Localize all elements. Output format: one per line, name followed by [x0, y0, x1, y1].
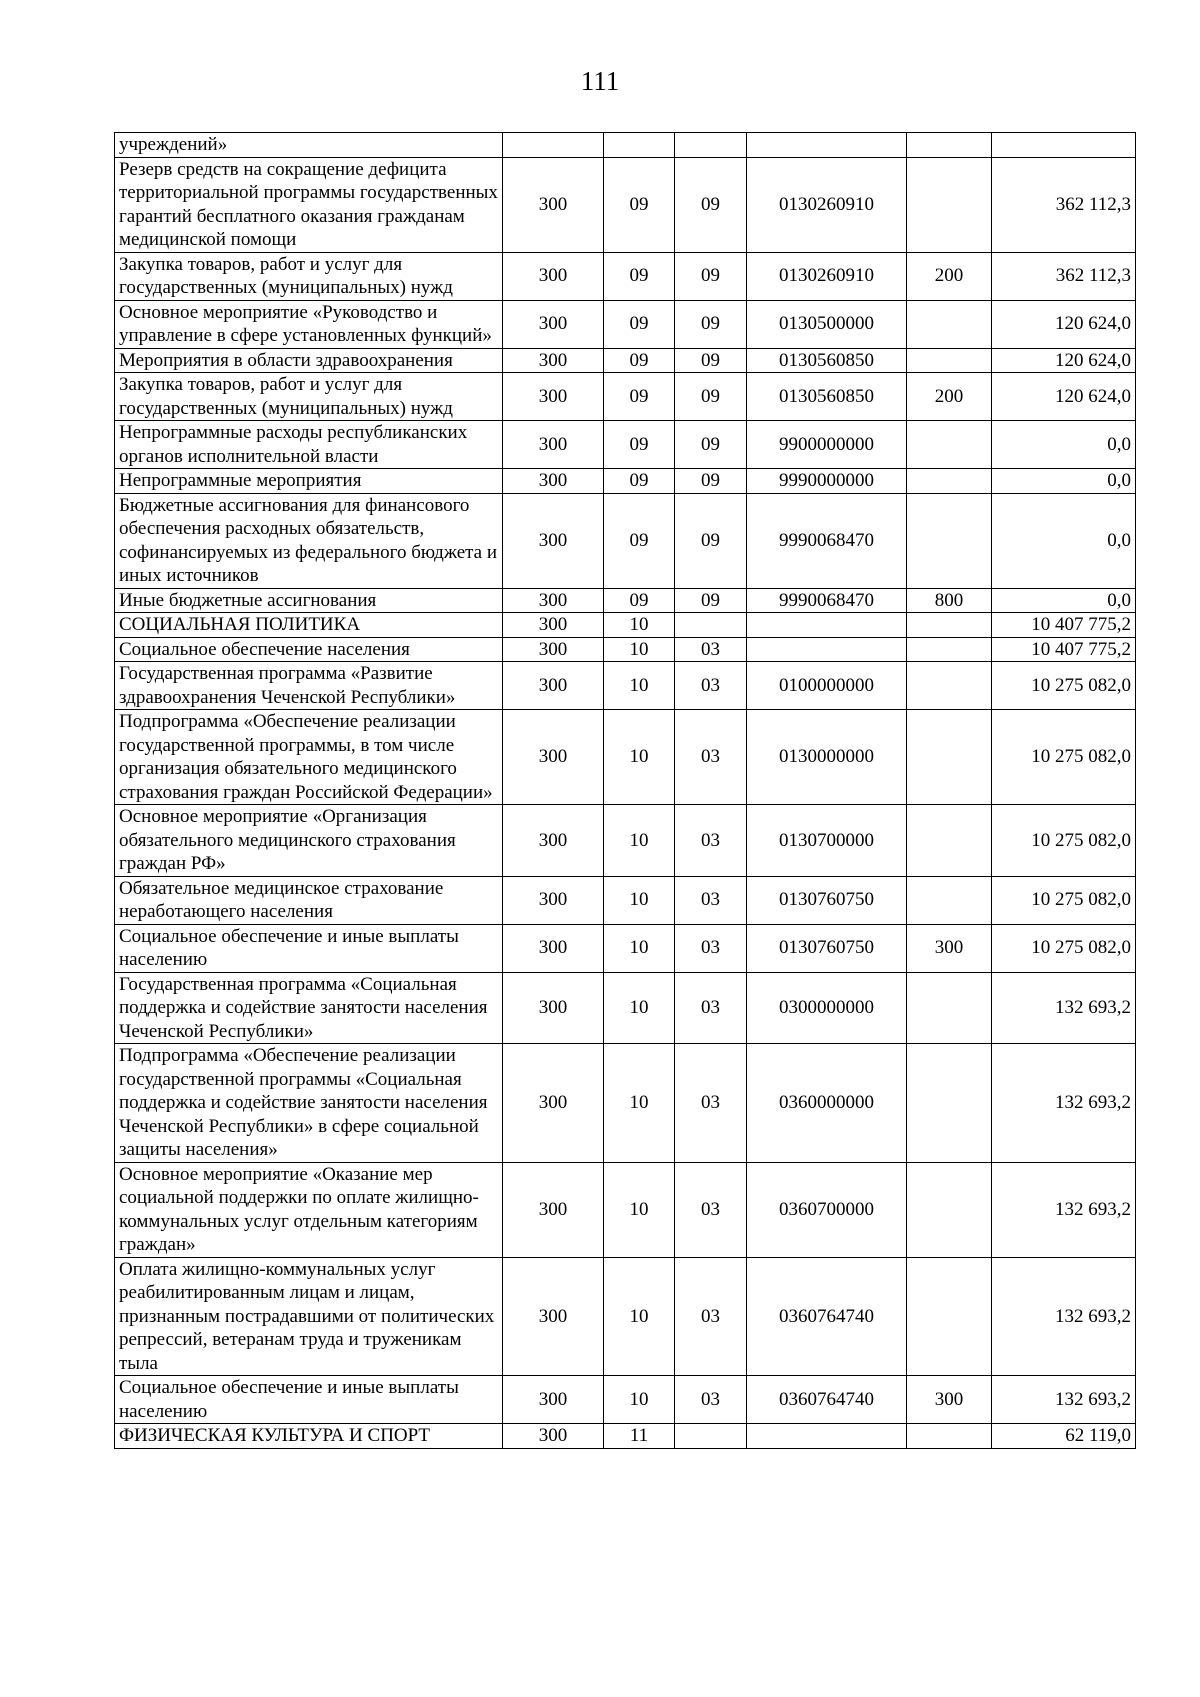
amount-cell: 120 624,0	[992, 373, 1136, 421]
expense-type-cell	[907, 710, 992, 805]
amount-cell: 362 112,3	[992, 157, 1136, 252]
row-name-cell: Социальное обеспечение населения	[115, 637, 503, 662]
expense-type-cell: 800	[907, 588, 992, 613]
table-row	[115, 133, 1136, 158]
subsection-cell: 09	[675, 300, 747, 348]
amount-cell: 132 693,2	[992, 1044, 1136, 1163]
subsection-cell: 03	[675, 972, 747, 1044]
row-name-cell: Основное мероприятие «Руководство и управление в сфере установленных функций»	[115, 300, 503, 348]
target-article-cell: 0130700000	[747, 805, 907, 877]
table-row	[115, 1424, 1136, 1449]
target-article-cell: 0130000000	[747, 710, 907, 805]
subsection-cell: 03	[675, 805, 747, 877]
expense-type-cell	[907, 300, 992, 348]
amount-cell: 132 693,2	[992, 972, 1136, 1044]
subsection-cell: 03	[675, 1162, 747, 1257]
section-cell: 09	[604, 348, 675, 373]
table-row	[115, 493, 1136, 588]
subsection-cell: 09	[675, 469, 747, 494]
ministry-code-cell: 300	[503, 1424, 604, 1449]
section-cell: 09	[604, 469, 675, 494]
subsection-cell: 03	[675, 637, 747, 662]
expense-type-cell	[907, 1044, 992, 1163]
ministry-code-cell: 300	[503, 493, 604, 588]
amount-cell: 62 119,0	[992, 1424, 1136, 1449]
target-article-cell: 9990068470	[747, 493, 907, 588]
section-cell: 10	[604, 637, 675, 662]
subsection-cell: 03	[675, 924, 747, 972]
amount-cell: 0,0	[992, 469, 1136, 494]
amount-cell: 10 275 082,0	[992, 876, 1136, 924]
target-article-cell: 0100000000	[747, 662, 907, 710]
row-name-cell: Государственная программа «Развитие здравоохранения Чеченской Республики»	[115, 662, 503, 710]
row-name-cell: Социальное обеспечение и иные выплаты населению	[115, 1376, 503, 1424]
ministry-code-cell: 300	[503, 421, 604, 469]
amount-cell: 10 275 082,0	[992, 662, 1136, 710]
ministry-code-cell: 300	[503, 876, 604, 924]
section-cell: 10	[604, 710, 675, 805]
budget-table-body	[115, 133, 1136, 1449]
amount-cell: 0,0	[992, 421, 1136, 469]
table-row	[115, 469, 1136, 494]
amount-cell: 10 275 082,0	[992, 710, 1136, 805]
section-cell: 10	[604, 972, 675, 1044]
expense-type-cell	[907, 876, 992, 924]
ministry-code-cell: 300	[503, 300, 604, 348]
table-row	[115, 1376, 1136, 1424]
expense-type-cell	[907, 348, 992, 373]
ministry-code-cell: 300	[503, 373, 604, 421]
ministry-code-cell: 300	[503, 924, 604, 972]
ministry-code-cell: 300	[503, 1376, 604, 1424]
expense-type-cell	[907, 972, 992, 1044]
table-row	[115, 300, 1136, 348]
section-cell: 09	[604, 421, 675, 469]
subsection-cell: 03	[675, 1044, 747, 1163]
expense-type-cell	[907, 493, 992, 588]
target-article-cell: 0130260910	[747, 157, 907, 252]
row-name-cell: Основное мероприятие «Организация обязательного медицинского страхования граждан РФ»	[115, 805, 503, 877]
target-article-cell: 0130560850	[747, 373, 907, 421]
ministry-code-cell: 300	[503, 1044, 604, 1163]
subsection-cell: 09	[675, 373, 747, 421]
row-name-cell: ФИЗИЧЕСКАЯ КУЛЬТУРА И СПОРТ	[115, 1424, 503, 1449]
table-row	[115, 613, 1136, 638]
target-article-cell: 9990068470	[747, 588, 907, 613]
target-article-cell	[747, 637, 907, 662]
table-row	[115, 373, 1136, 421]
row-name-cell: Непрограммные мероприятия	[115, 469, 503, 494]
target-article-cell	[747, 1424, 907, 1449]
subsection-cell: 03	[675, 662, 747, 710]
target-article-cell: 0130560850	[747, 348, 907, 373]
row-name-cell: Государственная программа «Социальная поддержка и содействие занятости населения Чеченской Республики»	[115, 972, 503, 1044]
table-row	[115, 1044, 1136, 1163]
table-row	[115, 972, 1136, 1044]
expense-type-cell	[907, 157, 992, 252]
section-cell: 10	[604, 1257, 675, 1376]
target-article-cell: 0300000000	[747, 972, 907, 1044]
expense-type-cell: 200	[907, 373, 992, 421]
subsection-cell: 09	[675, 348, 747, 373]
amount-cell: 10 275 082,0	[992, 924, 1136, 972]
expense-type-cell	[907, 421, 992, 469]
subsection-cell: 03	[675, 876, 747, 924]
ministry-code-cell: 300	[503, 637, 604, 662]
table-row	[115, 348, 1136, 373]
expense-type-cell	[907, 662, 992, 710]
table-row	[115, 1257, 1136, 1376]
subsection-cell	[675, 133, 747, 158]
target-article-cell: 9990000000	[747, 469, 907, 494]
ministry-code-cell: 300	[503, 1162, 604, 1257]
ministry-code-cell: 300	[503, 662, 604, 710]
row-name-cell: Мероприятия в области здравоохранения	[115, 348, 503, 373]
ministry-code-cell: 300	[503, 348, 604, 373]
expense-type-cell: 200	[907, 252, 992, 300]
section-cell: 09	[604, 157, 675, 252]
amount-cell: 10 407 775,2	[992, 637, 1136, 662]
budget-table	[114, 132, 1136, 1449]
section-cell: 10	[604, 662, 675, 710]
table-row	[115, 876, 1136, 924]
target-article-cell	[747, 133, 907, 158]
row-name-cell: учреждений»	[115, 133, 503, 158]
ministry-code-cell: 300	[503, 710, 604, 805]
table-row	[115, 637, 1136, 662]
amount-cell: 120 624,0	[992, 348, 1136, 373]
amount-cell: 10 407 775,2	[992, 613, 1136, 638]
table-row	[115, 662, 1136, 710]
amount-cell: 132 693,2	[992, 1376, 1136, 1424]
table-row	[115, 924, 1136, 972]
subsection-cell: 09	[675, 493, 747, 588]
subsection-cell: 09	[675, 157, 747, 252]
amount-cell: 10 275 082,0	[992, 805, 1136, 877]
expense-type-cell	[907, 1257, 992, 1376]
row-name-cell: Подпрограмма «Обеспечение реализации государственной программы «Социальная поддержка и содействие занятости населения Чеченской Республики» в сфере социальной защиты населения»	[115, 1044, 503, 1163]
target-article-cell: 9900000000	[747, 421, 907, 469]
table-row	[115, 157, 1136, 252]
row-name-cell: Иные бюджетные ассигнования	[115, 588, 503, 613]
section-cell: 09	[604, 300, 675, 348]
section-cell: 09	[604, 588, 675, 613]
table-row	[115, 252, 1136, 300]
amount-cell: 0,0	[992, 588, 1136, 613]
section-cell: 09	[604, 493, 675, 588]
row-name-cell: Непрограммные расходы республиканских органов исполнительной власти	[115, 421, 503, 469]
subsection-cell: 09	[675, 252, 747, 300]
ministry-code-cell: 300	[503, 157, 604, 252]
ministry-code-cell: 300	[503, 469, 604, 494]
expense-type-cell	[907, 469, 992, 494]
expense-type-cell	[907, 613, 992, 638]
section-cell: 10	[604, 1376, 675, 1424]
subsection-cell: 09	[675, 588, 747, 613]
row-name-cell: Подпрограмма «Обеспечение реализации государственной программы, в том числе организация обязательного медицинского страхования граждан Российской Федерации»	[115, 710, 503, 805]
subsection-cell: 03	[675, 710, 747, 805]
ministry-code-cell: 300	[503, 805, 604, 877]
row-name-cell: Бюджетные ассигнования для финансового обеспечения расходных обязательств, софинансируемых из федерального бюджета и иных источников	[115, 493, 503, 588]
subsection-cell: 09	[675, 421, 747, 469]
subsection-cell: 03	[675, 1376, 747, 1424]
expense-type-cell: 300	[907, 1376, 992, 1424]
expense-type-cell	[907, 637, 992, 662]
row-name-cell: Закупка товаров, работ и услуг для государственных (муниципальных) нужд	[115, 373, 503, 421]
section-cell: 10	[604, 876, 675, 924]
ministry-code-cell	[503, 133, 604, 158]
section-cell: 10	[604, 805, 675, 877]
row-name-cell: Оплата жилищно-коммунальных услуг реабилитированным лицам и лицам, признанным пострадавшими от политических репрессий, ветеранам труда и труженикам тыла	[115, 1257, 503, 1376]
amount-cell: 132 693,2	[992, 1257, 1136, 1376]
section-cell: 10	[604, 1162, 675, 1257]
row-name-cell: Обязательное медицинское страхование неработающего населения	[115, 876, 503, 924]
amount-cell	[992, 133, 1136, 158]
target-article-cell: 0130760750	[747, 924, 907, 972]
section-cell: 10	[604, 924, 675, 972]
ministry-code-cell: 300	[503, 252, 604, 300]
expense-type-cell	[907, 1162, 992, 1257]
row-name-cell: Основное мероприятие «Оказание мер социальной поддержки по оплате жилищно-коммунальных услуг отдельным категориям граждан»	[115, 1162, 503, 1257]
target-article-cell: 0360700000	[747, 1162, 907, 1257]
amount-cell: 362 112,3	[992, 252, 1136, 300]
ministry-code-cell: 300	[503, 613, 604, 638]
target-article-cell: 0130760750	[747, 876, 907, 924]
subsection-cell: 03	[675, 1257, 747, 1376]
ministry-code-cell: 300	[503, 1257, 604, 1376]
table-row	[115, 805, 1136, 877]
expense-type-cell	[907, 1424, 992, 1449]
subsection-cell	[675, 613, 747, 638]
expense-type-cell	[907, 133, 992, 158]
row-name-cell: СОЦИАЛЬНАЯ ПОЛИТИКА	[115, 613, 503, 638]
section-cell: 09	[604, 373, 675, 421]
target-article-cell: 0360764740	[747, 1257, 907, 1376]
amount-cell: 120 624,0	[992, 300, 1136, 348]
target-article-cell	[747, 613, 907, 638]
table-row	[115, 710, 1136, 805]
section-cell: 09	[604, 252, 675, 300]
section-cell: 11	[604, 1424, 675, 1449]
amount-cell: 132 693,2	[992, 1162, 1136, 1257]
expense-type-cell	[907, 805, 992, 877]
expense-type-cell: 300	[907, 924, 992, 972]
target-article-cell: 0360764740	[747, 1376, 907, 1424]
subsection-cell	[675, 1424, 747, 1449]
table-row	[115, 421, 1136, 469]
ministry-code-cell: 300	[503, 588, 604, 613]
target-article-cell: 0130260910	[747, 252, 907, 300]
row-name-cell: Социальное обеспечение и иные выплаты населению	[115, 924, 503, 972]
table-row	[115, 588, 1136, 613]
section-cell: 10	[604, 613, 675, 638]
section-cell: 10	[604, 1044, 675, 1163]
page-number: 111	[580, 66, 620, 96]
target-article-cell: 0130500000	[747, 300, 907, 348]
table-row	[115, 1162, 1136, 1257]
row-name-cell: Закупка товаров, работ и услуг для государственных (муниципальных) нужд	[115, 252, 503, 300]
target-article-cell: 0360000000	[747, 1044, 907, 1163]
amount-cell: 0,0	[992, 493, 1136, 588]
section-cell	[604, 133, 675, 158]
row-name-cell: Резерв средств на сокращение дефицита территориальной программы государственных гарантий бесплатного оказания гражданам медицинской помощи	[115, 157, 503, 252]
ministry-code-cell: 300	[503, 972, 604, 1044]
